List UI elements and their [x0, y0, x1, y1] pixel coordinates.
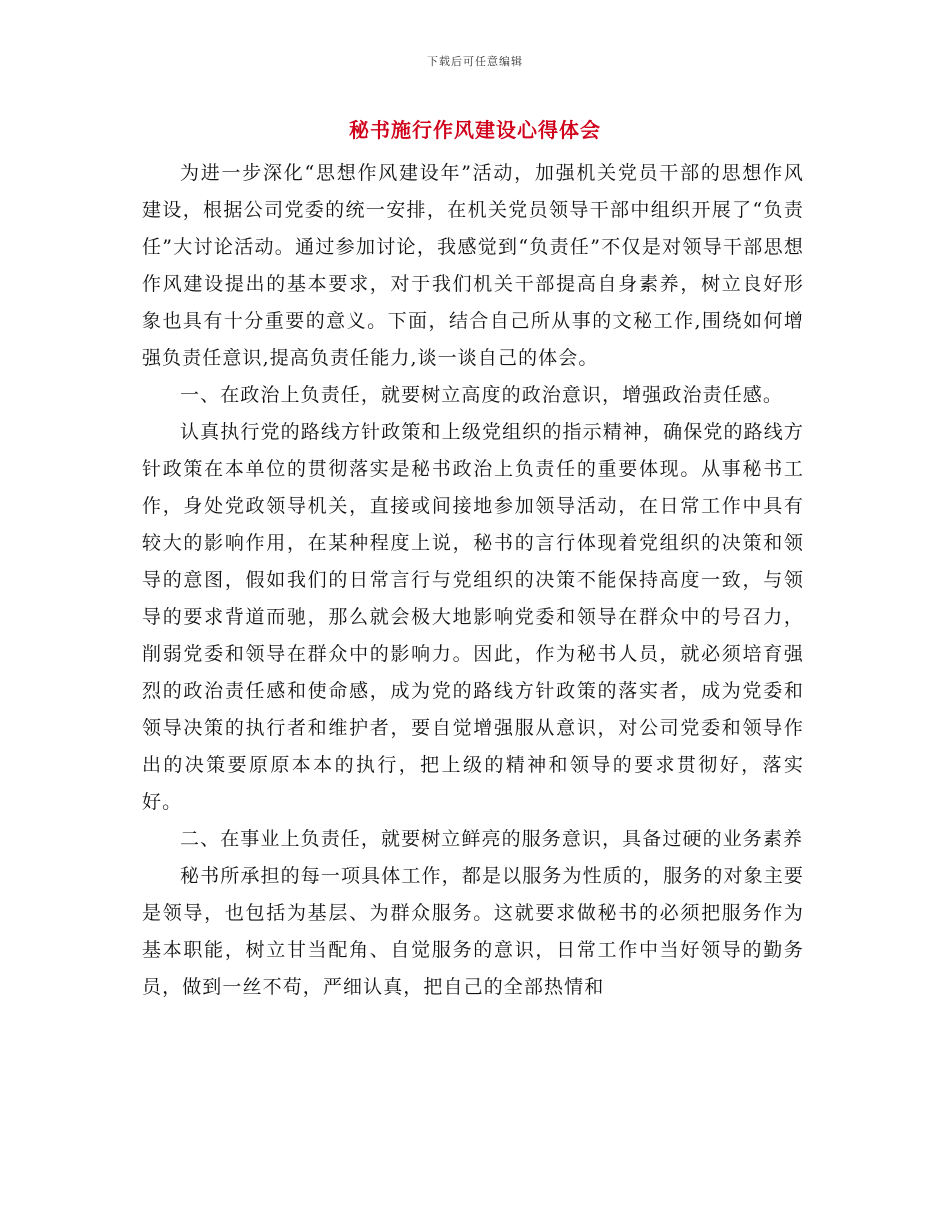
- paragraph-section-2: 秘书所承担的每一项具体工作，都是以服务为性质的，服务的对象主要是领导，也包括为基层、为群众服务。这就要求做秘书的必须把服务作为基本职能，树立甘当配角、自觉服务的意识，日常工作中当好领导的勤务员，做到一丝不苟，严细认真，把自己的全部热情和: [142, 865, 804, 998]
- section-heading-2: 二、在事业上负责任，就要树立鲜亮的服务意识，具备过硬的业务素养: [180, 828, 804, 850]
- document-body: [142, 155, 804, 1006]
- paragraph-intro: 为进一步深化“思想作风建设年”活动，加强机关党员干部的思想作风建设，根据公司党委的统一安排，在机关党员领导干部中组织开展了“负责任”大讨论活动。通过参加讨论，我感觉到“负责任”不仅是对领导干部思想作风建设提出的基本要求，对于我们机关干部提高自身素养，树立良好形象也具有十分重要的意义。下面，结合自己所从事的文秘工作,围绕如何增强负责任意识,提高负责任能力,谈一谈自己的体会。: [142, 162, 804, 369]
- paragraph-section-1: 认真执行党的路线方针政策和上级党组织的指示精神，确保党的路线方针政策在本单位的贯彻落实是秘书政治上负责任的重要体现。从事秘书工作，身处党政领导机关，直接或间接地参加领导活动，在日常工作中具有较大的影响作用，在某种程度上说，秘书的言行体现着党组织的决策和领导的意图，假如我们的日常言行与党组织的决策不能保持高度一致，与领导的要求背道而驰，那么就会极大地影响党委和领导在群众中的号召力，削弱党委和领导在群众中的影响力。因此，作为秘书人员，就必须培育强烈的政治责任感和使命感，成为党的路线方针政策的落实者，成为党委和领导决策的执行者和维护者，要自觉增强服从意识，对公司党委和领导作出的决策要原原本本的执行，把上级的精神和领导的要求贯彻好，落实好。: [142, 421, 804, 813]
- section-heading-1: 一、在政治上负责任，就要树立高度的政治意识，增强政治责任感。: [180, 384, 784, 406]
- document-title: 秘书施行作风建设心得体会: [349, 118, 601, 142]
- header-note: 下载后可任意编辑: [427, 55, 523, 68]
